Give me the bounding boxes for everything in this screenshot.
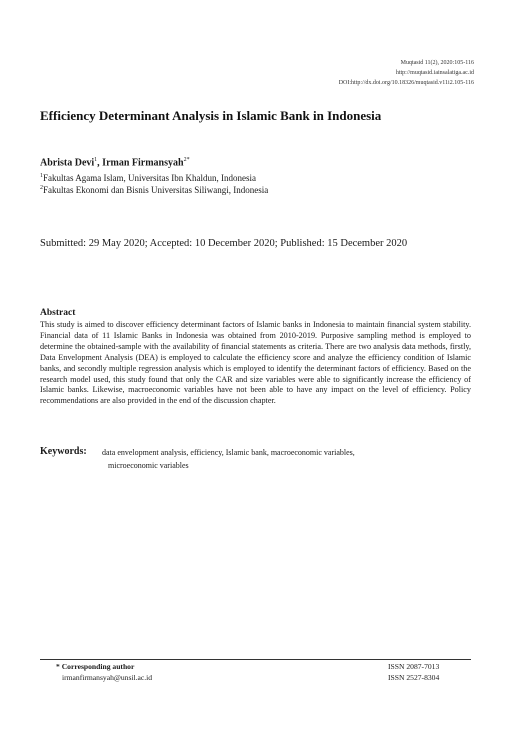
paper-title: Efficiency Determinant Analysis in Islamic Bank in Indonesia (40, 108, 382, 123)
affiliation-mark: 2* (183, 157, 190, 163)
affiliation-text: Fakultas Agama Islam, Universitas Ibn Khaldun, Indonesia (43, 173, 256, 183)
abstract-heading: Abstract (40, 308, 76, 318)
issn-online: ISSN 2527-8304 (388, 673, 440, 682)
author-name: Abrista Devi (40, 157, 95, 169)
affiliation-mark: 1 (40, 173, 43, 179)
keywords-text: data envelopment analysis, efficiency, Islamic bank, macroeconomic variables, (102, 448, 355, 457)
affiliation-mark: 2 (40, 185, 43, 191)
journal-url[interactable]: http://muqtasid.iainsalatiga.ac.id (395, 70, 474, 76)
journal-citation: Muqtasid 11(2), 2020:105-116 (400, 60, 474, 66)
author-name: Irman Firmansyah (102, 157, 184, 169)
author-separator: , (97, 157, 103, 169)
corresponding-author-label: * Corresponding author (56, 662, 135, 671)
author-line (40, 157, 190, 168)
affiliation-mark: 1 (94, 157, 98, 163)
corresponding-author-email[interactable]: irmanfirmansyah@unsil.ac.id (62, 673, 153, 682)
affiliation (40, 185, 268, 195)
abstract-text: This study is aimed to discover efficiency determinant factors of Islamic banks in Indonesia to maintain financial system stability. Financial data of 11 Islamic Banks in Indonesia was obtained from 2010-2019. Purposive sampling method is employed to determine the obtained-sample with the availability of financial statements as criteria. There are two analysis data methods, firstly, Data Envelopment Analysis (DEA) is employed to calculate the efficiency score and analyze the efficiency condition of Islamic banks, and secondly multiple regression analysis which is employed to identify the determinant factors of efficiency. Based on the research model used, this study found that only the CAR and size variables were able to significantly increase the efficiency of Islamic banks. Likewise, macroeconomic variables have not been able to have any impact on the level of efficiency. Policy recommendations are also provided in the end of the discussion chapter. (40, 320, 471, 406)
footer-divider (40, 659, 471, 660)
journal-doi[interactable]: DOI:http://dx.doi.org/10.18326/muqtasid.v11i2.105-116 (338, 80, 474, 86)
affiliation (40, 173, 256, 183)
keywords-label: Keywords: (40, 446, 87, 457)
issn-print: ISSN 2087-7013 (388, 662, 440, 671)
keywords-text: microeconomic variables (108, 461, 189, 470)
submission-dates: Submitted: 29 May 2020; Accepted: 10 December 2020; Published: 15 December 2020 (40, 238, 408, 249)
affiliation-text: Fakultas Ekonomi dan Bisnis Universitas Siliwangi, Indonesia (43, 185, 269, 195)
journal-header (339, 58, 474, 88)
